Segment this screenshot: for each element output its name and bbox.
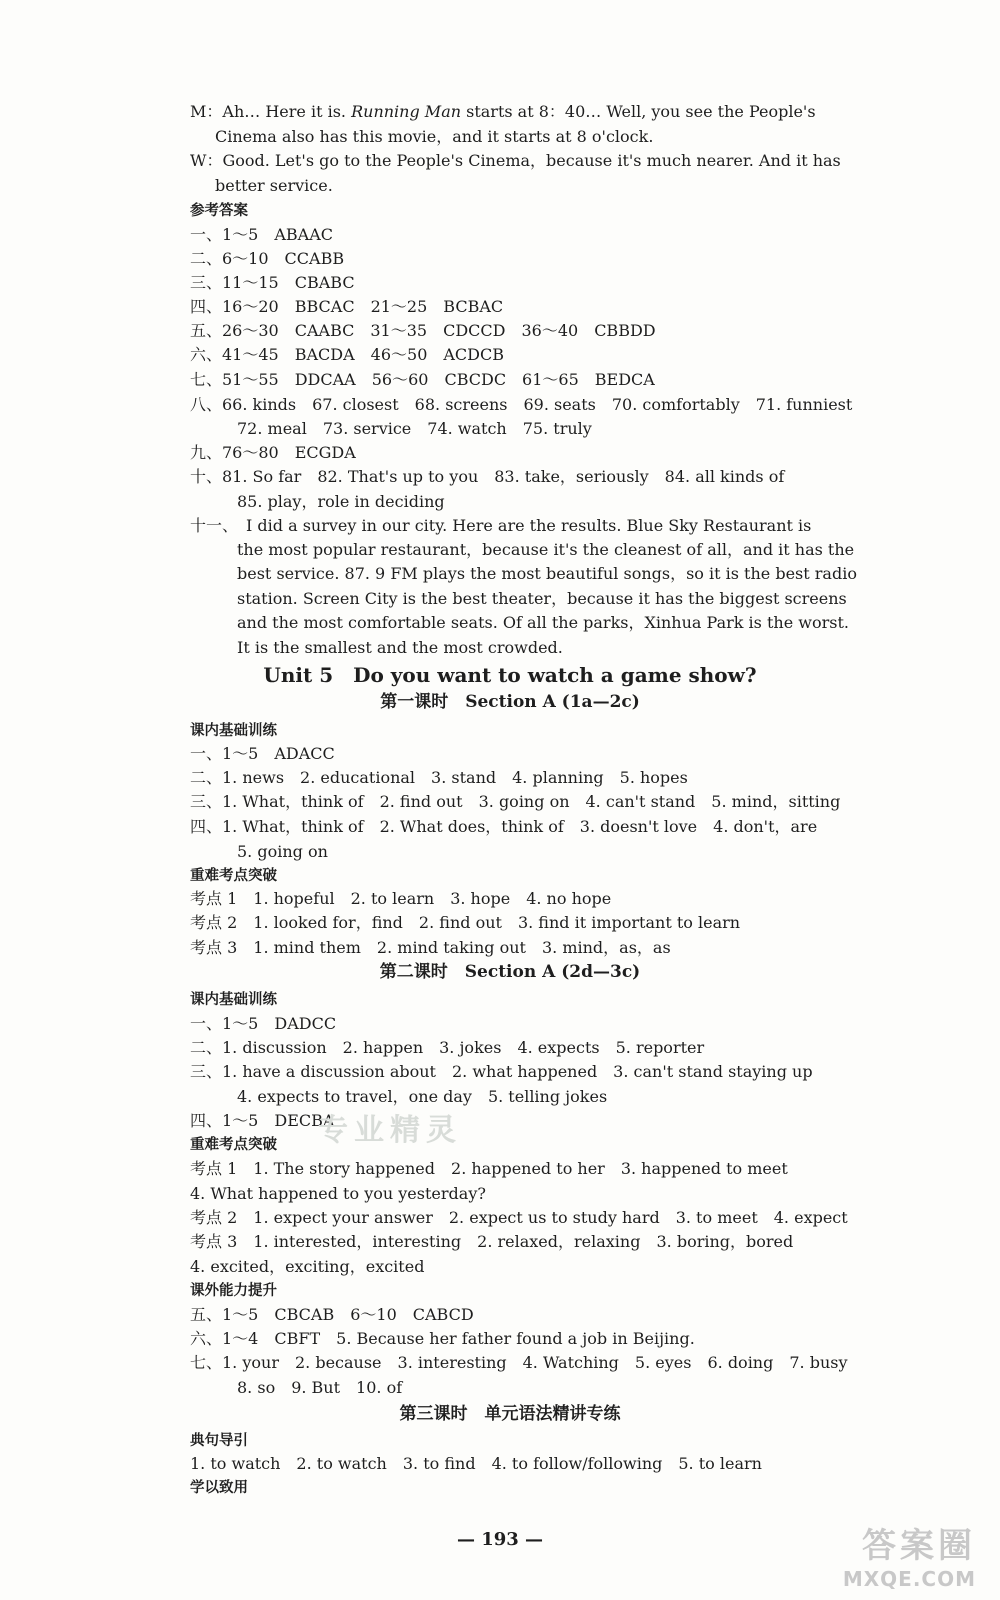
section-heading: 课外能力提升 [190,1283,277,1299]
answer-line: 三、11～15 CBABC [190,273,355,292]
answer-line: 一、1～5 ADACC [190,744,335,763]
answer-line: 考点 1 1. The story happened 2. happened to her 3. happened to meet [190,1159,788,1178]
answer-line: 三、1. What，think of 2. find out 3. going on 4. can't stand 5. mind，sitting [190,792,841,811]
movie-title: Running Man [351,102,462,121]
page-number: — 193 — [456,1529,544,1550]
answer-line: 1. to watch 2. to watch 3. to find 4. to follow/following 5. to learn [190,1454,762,1473]
answer-line: 二、6～10 CCABB [190,249,345,268]
answer-line: 考点 2 1. expect your answer 2. expect us to study hard 3. to meet 4. expect [190,1208,848,1227]
section-heading: 参考答案 [190,203,248,219]
answer-line: 三、1. have a discussion about 2. what happened 3. can't stand staying up [190,1062,813,1081]
answer-line: 二、1. news 2. educational 3. stand 4. planning 5. hopes [190,768,688,787]
watermark-url: MXQE.COM [842,1567,976,1591]
essay-line: It is the smallest and the most crowded. [237,638,563,657]
dialogue-line: Cinema also has this movie，and it starts at 8 o'clock. [215,127,654,146]
answer-line: 七、51～55 DDCAA 56～60 CBCDC 61～65 BEDCA [190,370,655,389]
answer-line: 一、1～5 DADCC [190,1014,337,1033]
site-watermark [796,1518,976,1591]
section-heading: 重难考点突破 [190,1137,277,1153]
unit-title: Unit 5 Do you want to watch a game show? [263,663,757,687]
answer-line: 七、1. your 2. because 3. interesting 4. Watching 5. eyes 6. doing 7. busy [190,1353,848,1372]
answer-line: 85. play，role in deciding [237,492,445,511]
answer-line: 72. meal 73. service 74. watch 75. truly [237,419,592,438]
answer-line: 考点 1 1. hopeful 2. to learn 3. hope 4. no hope [190,889,612,908]
section-heading: 课内基础训练 [190,992,277,1008]
answer-line: 一、1～5 ABAAC [190,225,334,244]
lesson-title: 第二课时 Section A (2d—3c) [379,962,641,982]
answer-line: 考点 3 1. interested，interesting 2. relaxed，relaxing 3. boring，bored [190,1232,794,1251]
answer-line: 六、41～45 BACDA 46～50 ACDCB [190,345,505,364]
section-heading: 课内基础训练 [190,723,277,739]
answer-line: 四、1. What，think of 2. What does，think of 3. doesn't love 4. don't，are [190,817,818,836]
answer-line: 4. What happened to you yesterday? [190,1184,486,1203]
watermark-logo-text: 答案圈 [862,1526,976,1566]
essay-line: and the most comfortable seats. Of all the parks，Xinhua Park is the worst. [237,613,849,632]
answer-line: 考点 2 1. looked for，find 2. find out 3. find it important to learn [190,913,741,932]
text-run: M：Ah… Here it is. [190,102,352,121]
answer-line: 五、26～30 CAABC 31～35 CDCCD 36～40 CBBDD [190,321,656,340]
answer-line: 五、1～5 CBCAB 6～10 CABCD [190,1305,474,1324]
essay-line: best service. 87. 9 FM plays the most beautiful songs，so it is the best radio [237,564,857,583]
answer-line: 4. expects to travel，one day 5. telling jokes [237,1087,608,1106]
section-heading: 重难考点突破 [190,868,277,884]
lesson-title: 第一课时 Section A (1a—2c) [380,692,640,712]
answer-line: 六、1～4 CBFT 5. Because her father found a job in Beijing. [190,1329,695,1348]
answer-line: 八、66. kinds 67. closest 68. screens 69. seats 70. comfortably 71. funniest [190,395,853,414]
essay-line: the most popular restaurant，because it's the cleanest of all，and it has the [237,540,855,559]
essay-line: 十一、 I did a survey in our city. Here are the results. Blue Sky Restaurant is [190,516,812,535]
answer-line: 8. so 9. But 10. of [237,1378,403,1397]
dialogue-line [190,100,830,124]
answer-line: 四、1～5 DECBA [190,1111,335,1130]
answer-line: 十、81. So far 82. That's up to you 83. take，seriously 84. all kinds of [190,467,785,486]
faint-stamp: 专业精灵 [318,1113,462,1148]
answer-line: 考点 3 1. mind them 2. mind taking out 3. mind，as，as [190,938,671,957]
section-heading: 学以致用 [190,1480,248,1496]
lesson-title: 第三课时 单元语法精讲专练 [399,1404,621,1424]
section-heading: 典句导引 [190,1433,248,1449]
essay-line: station. Screen City is the best theater，because it has the biggest screens [237,589,847,608]
text-run: starts at 8：40… Well, you see the People's [461,102,816,121]
answer-line: 5. going on [237,842,328,861]
answer-line: 九、76～80 ECGDA [190,443,356,462]
dialogue-line: W：Good. Let's go to the People's Cinema，because it's much nearer. And it has [190,151,841,170]
answer-line: 四、16～20 BBCAC 21～25 BCBAC [190,297,504,316]
answer-line: 4. excited，exciting，excited [190,1257,425,1276]
dialogue-line: better service. [215,176,333,195]
answer-line: 二、1. discussion 2. happen 3. jokes 4. expects 5. reporter [190,1038,705,1057]
